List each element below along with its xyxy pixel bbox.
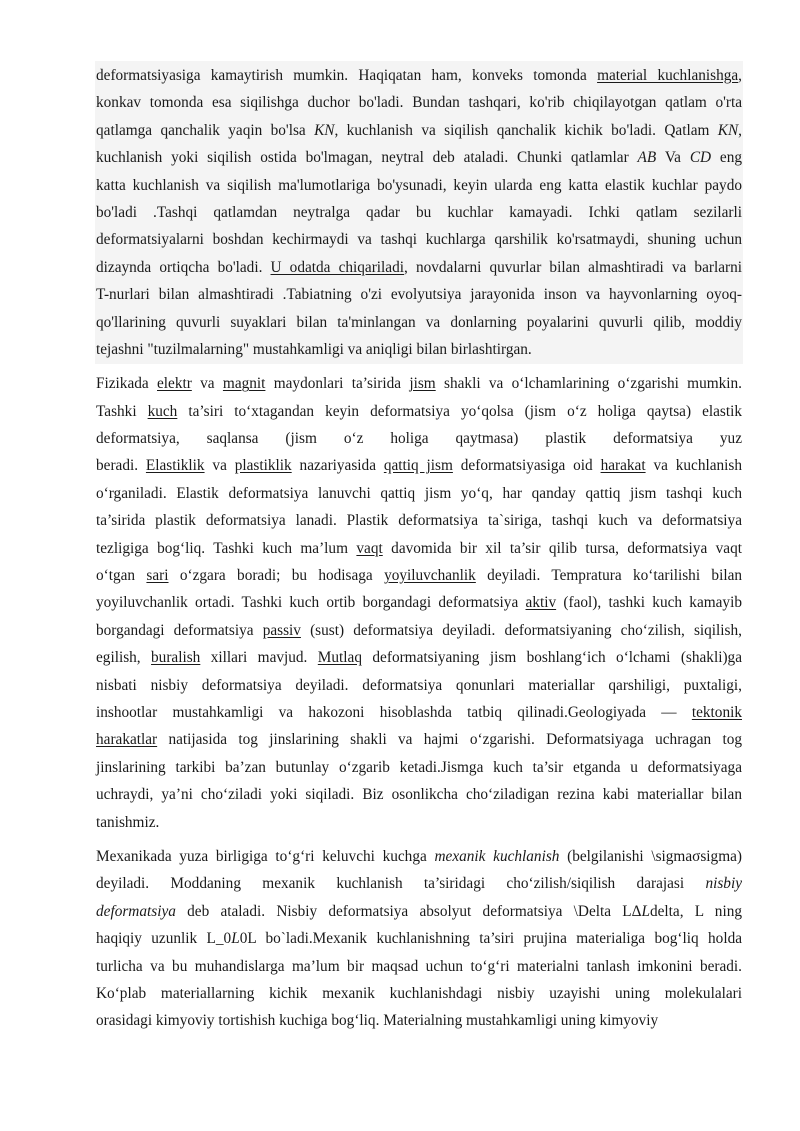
text-run: (faol), tashki kuch kamayib xyxy=(556,594,742,612)
text-run: deformatsiyaning jism boshlang‘ich o‘lchami (shakli)ga xyxy=(362,649,742,667)
text-run: shakli va o‘lchamlarining o‘zgarishi mumkin. xyxy=(435,375,742,393)
text-line xyxy=(96,172,742,199)
text-line xyxy=(96,843,742,870)
text-run: konkav tomonda esa siqilishga duchor bo'ladi. Bundan tashqari, ko'rib chiqilayotgan qatlam o'rta xyxy=(96,94,742,112)
text-run: inshootlar mustahkamligi va hakozoni hisoblashda tatbiq qilinadi.Geologiyada — xyxy=(96,703,692,721)
text-line xyxy=(96,336,742,363)
text-run: kuchlanish yoki siqilish ostida bo'lmagan, neytral deb ataladi. Chunki qatlamlar xyxy=(96,149,638,167)
italic-text: KN xyxy=(717,121,739,139)
hyperlink[interactable]: material kuchlanishga xyxy=(597,67,739,84)
text-line xyxy=(96,870,742,897)
text-line xyxy=(96,370,742,397)
hyperlink[interactable]: vaqt xyxy=(356,539,383,557)
text-run: o‘tgan xyxy=(96,567,147,585)
text-run: , novdalarni quvurlar bilan almashtiradi va barlarni xyxy=(404,258,742,276)
text-run: , kuchlanish va siqilish qanchalik kichik bo'ladi. Qatlam xyxy=(334,121,718,139)
text-line xyxy=(96,925,742,952)
text-run: deformatsiyalarni boshdan kechirmaydi va tashqi kuchlarga qarshilik ko'rsatmaydi, shuning uchun xyxy=(96,231,742,249)
text-run: deformatsiyasiga oid xyxy=(452,457,601,475)
text-run: deformatsiyasiga kamaytirish mumkin. Haqiqatan ham, konveks tomonda xyxy=(96,67,598,84)
text-run: bo'ladi .Tashqi qatlamdan neytralga qadar bu kuchlar kamayadi. Ichki qatlam sezilarli xyxy=(96,203,742,221)
text-run: Va xyxy=(656,149,690,167)
hyperlink[interactable]: harakat xyxy=(600,457,646,475)
text-run: Tashki xyxy=(96,402,148,420)
document-page xyxy=(96,62,742,1035)
text-run: tejashni "tuzilmalarning" mustahkamligi va aniqligi bilan birlashtirgan. xyxy=(96,340,532,358)
hyperlink[interactable]: yoyiluvchanlik xyxy=(384,567,476,585)
text-run: katta kuchlanish va siqilish ma'lumotlariga bo'ysunadi, keyin ularda eng katta elastik kuchlar paydo xyxy=(96,176,742,194)
text-line xyxy=(96,535,742,562)
text-run: orasidagi kimyoviy tortishish kuchiga bog‘liq. Materialning mustahkamligi uning kimyoviy xyxy=(96,1012,659,1030)
text-run: deyiladi. Moddaning mexanik kuchlanish ta’siridagi cho‘zilish/siqilish darajasi xyxy=(96,875,706,893)
text-run: maydonlari ta’sirida xyxy=(265,375,410,393)
text-run: tanishmiz. xyxy=(96,813,160,831)
hyperlink[interactable]: tektonik xyxy=(691,703,742,721)
italic-text: CD xyxy=(689,149,712,167)
text-line xyxy=(96,398,742,425)
text-run: T-nurlari bilan almashtiradi .Tabiatning o'zi evolyutsiya jarayonida inson va hayvonlarning oyoq- xyxy=(96,286,742,304)
hyperlink[interactable]: harakatlar xyxy=(96,731,158,749)
text-run: beradi. xyxy=(96,457,146,475)
text-run: (belgilanishi \sigmaσsigma) xyxy=(559,847,742,865)
text-run: qo'llarining quvurli suyaklari bilan ta'minlangan va donlarning poyalarini quvurli qilib, moddiy xyxy=(96,313,742,331)
text-run: ta’siri to‘xtagandan keyin deformatsiya yo‘qolsa (jism o‘z holiga qaytsa) elastik xyxy=(177,402,743,420)
text-line xyxy=(96,89,742,116)
text-run: delta, L ning xyxy=(649,902,743,920)
text-run: jinslarining tarkibi ba’zan butunlay o‘zgarib ketadi.Jismga kuch ta’sir etganda u deformatsiyaga xyxy=(96,758,742,776)
text-run: egilish, xyxy=(96,649,152,667)
text-line xyxy=(96,781,742,808)
text-line xyxy=(96,562,742,589)
text-line xyxy=(96,281,742,308)
text-line xyxy=(96,226,742,253)
text-run: haqiqiy uzunlik L_0 xyxy=(96,930,232,948)
italic-text: nisbiy xyxy=(705,875,742,893)
text-run: Ko‘plab materiallarning kichik mexanik kuchlanishdagi nisbiy uzayishi uning molekulalari xyxy=(96,984,742,1002)
text-line xyxy=(96,980,742,1007)
text-run: yoyiluvchanlik ortadi. Tashki kuch ortib borgandagi deformatsiya xyxy=(96,594,526,612)
text-line xyxy=(96,809,742,836)
text-line xyxy=(96,754,742,781)
text-line xyxy=(96,953,742,980)
text-run: davomida bir xil ta’sir qilib tursa, deformatsiya vaqt xyxy=(382,539,742,557)
text-run: tezligiga bog‘liq. Tashki kuch ma’lum xyxy=(96,539,357,557)
text-line xyxy=(96,62,742,89)
text-line xyxy=(96,480,742,507)
text-run: o‘zgara boradi; bu hodisaga xyxy=(168,567,385,585)
italic-text: mexanik kuchlanish xyxy=(434,847,560,865)
hyperlink[interactable]: Mutlaq xyxy=(317,649,362,667)
text-run: va kuchlanish xyxy=(645,457,743,475)
italic-text: KN xyxy=(314,121,335,139)
text-run: va xyxy=(204,457,235,475)
hyperlink[interactable]: jism xyxy=(409,375,436,393)
hyperlink[interactable]: magnit xyxy=(222,375,266,393)
text-line xyxy=(96,144,742,171)
hyperlink[interactable]: passiv xyxy=(262,621,301,639)
hyperlink[interactable]: sari xyxy=(146,567,169,585)
text-line xyxy=(96,589,742,616)
text-run: dizaynda ortiqcha bo'ladi. xyxy=(96,258,271,276)
text-run: , xyxy=(738,121,742,139)
text-line xyxy=(96,726,742,753)
text-line xyxy=(96,617,742,644)
text-run: Fizikada xyxy=(96,375,157,393)
text-run: natijasida tog jinslarining shakli va hajmi o‘zgarishi. Deformatsiyaga uchragan tog xyxy=(157,731,742,749)
hyperlink[interactable]: qattiq jism xyxy=(383,457,453,475)
text-run: nisbati nisbiy deformatsiya deyiladi. deformatsiya qonunlari materiallar qarshiligi, puxtaligi, xyxy=(96,676,742,694)
text-run: o‘rganiladi. Elastik deformatsiya lanuvchi qattiq jism yo‘q, har qanday qattiq jism tashqi kuch xyxy=(96,484,742,502)
text-line xyxy=(96,1007,742,1034)
text-run: uchraydi, ya’ni cho‘ziladi yoki siqiladi. Biz osonlikcha cho‘ziladigan rezina kabi materiallar bilan xyxy=(96,786,742,804)
text-line xyxy=(96,452,742,479)
text-run: deb ataladi. Nisbiy deformatsiya absolyut deformatsiya \Delta LΔ xyxy=(175,902,642,920)
text-line xyxy=(96,672,742,699)
text-line xyxy=(96,507,742,534)
text-run: eng xyxy=(711,149,742,167)
paragraph-mechanical-stress xyxy=(96,843,742,1035)
text-run: qatlamga qanchalik yaqin bo'lsa xyxy=(96,121,315,139)
text-run: nazariyasida xyxy=(291,457,384,475)
text-line xyxy=(96,117,742,144)
text-line xyxy=(96,644,742,671)
paragraph-physics-deformation xyxy=(96,370,742,836)
text-run: xillari mavjud. xyxy=(200,649,318,667)
text-line xyxy=(96,425,742,452)
italic-text: AB xyxy=(637,149,657,167)
text-run: deformatsiya, saqlansa (jism o‘z holiga qaytmasa) plastik deformatsiya yuz xyxy=(96,430,742,448)
text-line xyxy=(96,254,742,281)
text-run: borgandagi deformatsiya xyxy=(96,621,263,639)
hyperlink[interactable]: Elastiklik xyxy=(145,457,205,475)
hyperlink[interactable]: elektr xyxy=(157,375,192,393)
text-run: va xyxy=(191,375,223,393)
italic-text: L xyxy=(641,902,650,920)
hyperlink[interactable]: plastiklik xyxy=(234,457,292,475)
text-run: (sust) deformatsiya deyiladi. deformatsiyaning cho‘zilish, siqilish, xyxy=(300,621,742,639)
text-run: turlicha va bu muhandislarga ma’lum bir maqsad uchun to‘g‘ri materialni tanlash imkonini beradi. xyxy=(96,957,742,975)
text-run: deyiladi. Tempratura ko‘tarilishi bilan xyxy=(475,567,743,585)
hyperlink[interactable]: aktiv xyxy=(525,594,557,612)
text-run: Mexanikada yuza birligiga to‘g‘ri keluvchi kuchga xyxy=(96,847,435,865)
text-line xyxy=(96,699,742,726)
italic-text: deformatsiya xyxy=(96,902,176,920)
text-run: 0L bo`ladi.Mexanik kuchlanishning ta’siri prujina materialiga bog‘liq holda xyxy=(239,930,743,948)
text-line xyxy=(96,309,742,336)
hyperlink[interactable]: buralish xyxy=(151,649,201,667)
hyperlink[interactable]: U odatda chiqariladi xyxy=(270,258,404,276)
text-line xyxy=(96,898,742,925)
text-line xyxy=(96,199,742,226)
text-run: ta’sirida plastik deformatsiya lanadi. Plastik deformatsiya ta`siriga, tashqi kuch va deformatsiya xyxy=(96,512,742,530)
paragraph-deformation-layers xyxy=(96,62,742,363)
italic-text: L xyxy=(231,930,240,948)
text-run: , xyxy=(738,67,742,84)
hyperlink[interactable]: kuch xyxy=(147,402,178,420)
